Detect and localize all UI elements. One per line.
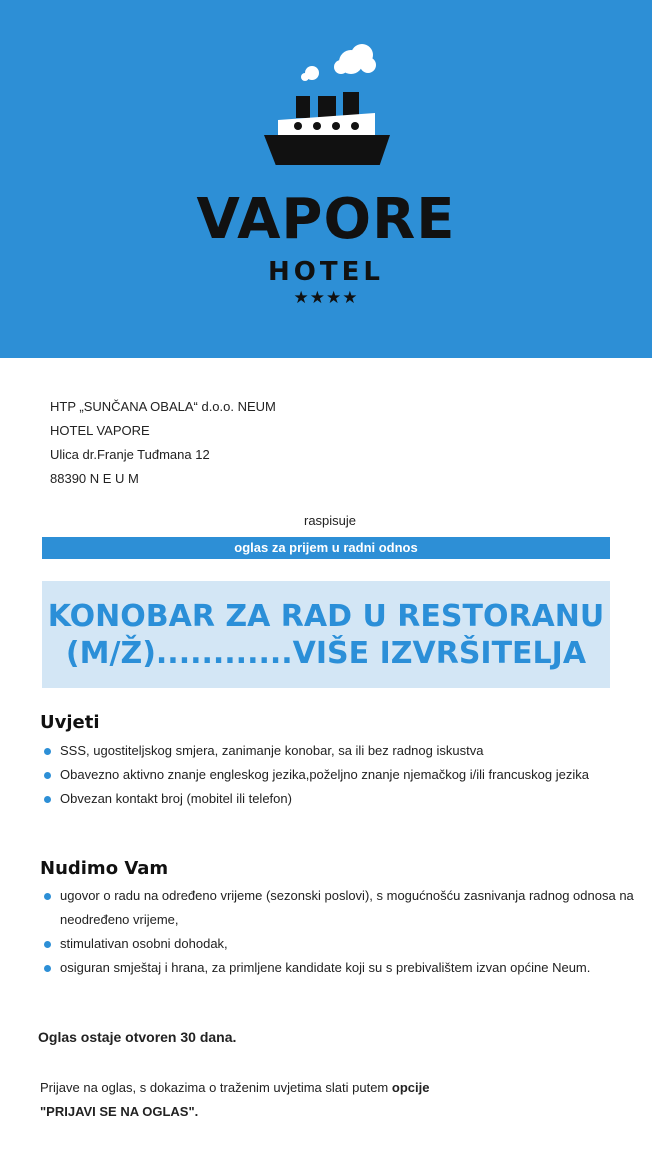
offer-list [40, 884, 638, 980]
job-title-line: KONOBAR ZA RAD U RESTORANU [47, 598, 605, 634]
offer-heading: Nudimo Vam [40, 858, 169, 879]
list-item: osiguran smještaj i hrana, za primljene kandidate koji su s prebivalištem izvan općine Neum. [40, 956, 638, 980]
apply-text: Prijave na oglas, s dokazima o traženim uvjetima slati putem [40, 1080, 392, 1095]
conditions-heading: Uvjeti [40, 712, 100, 733]
rating-stars: ★★★★ [293, 288, 359, 307]
list-item: Obvezan kontakt broj (mobitel ili telefon) [40, 787, 638, 811]
apply-option: opcije [391, 1080, 430, 1095]
address-line: HOTEL VAPORE [50, 423, 150, 438]
job-title-line: (M/Ž)............VIŠE IZVRŠITELJA [65, 635, 587, 671]
bullet-icon [44, 941, 51, 948]
bullet-icon [44, 965, 51, 972]
header-banner [0, 0, 652, 358]
apply-button-label: "PRIJAVI SE NA OGLAS". [40, 1104, 199, 1119]
steamship-logo-icon [200, 40, 452, 165]
announces-text: raspisuje [303, 513, 357, 528]
address-line: HTP „SUNČANA OBALA“ d.o.o. NEUM [50, 399, 276, 414]
bullet-icon [44, 893, 51, 900]
list-item: ugovor o radu na određeno vrijeme (sezonski poslovi), s mogućnošću zasnivanja radnog odnosa na neodređeno vrijeme, [40, 884, 638, 932]
brand-name: VAPORE [196, 187, 456, 252]
job-title-box [42, 581, 610, 688]
apply-instructions [40, 1076, 620, 1124]
bullet-icon [44, 748, 51, 755]
conditions-list [40, 739, 638, 811]
bullet-icon [44, 772, 51, 779]
job-title [48, 598, 604, 672]
list-item: Obavezno aktivno znanje engleskog jezika,poželjno znanje njemačkog i/ili francuskog jezika [40, 763, 638, 787]
address-line: Ulica dr.Franje Tuđmana 12 [50, 447, 210, 462]
address-line: 88390 N E U M [50, 471, 139, 486]
bullet-icon [44, 796, 51, 803]
employer-address [50, 395, 276, 491]
open-notice: Oglas ostaje otvoren 30 dana. [38, 1029, 237, 1045]
list-item: SSS, ugostiteljskog smjera, zanimanje konobar, sa ili bez radnog iskustva [40, 739, 638, 763]
list-item: stimulativan osobni dohodak, [40, 932, 638, 956]
brand-subtitle: HOTEL [268, 257, 384, 287]
ad-type-bar: oglas za prijem u radni odnos [42, 537, 610, 559]
